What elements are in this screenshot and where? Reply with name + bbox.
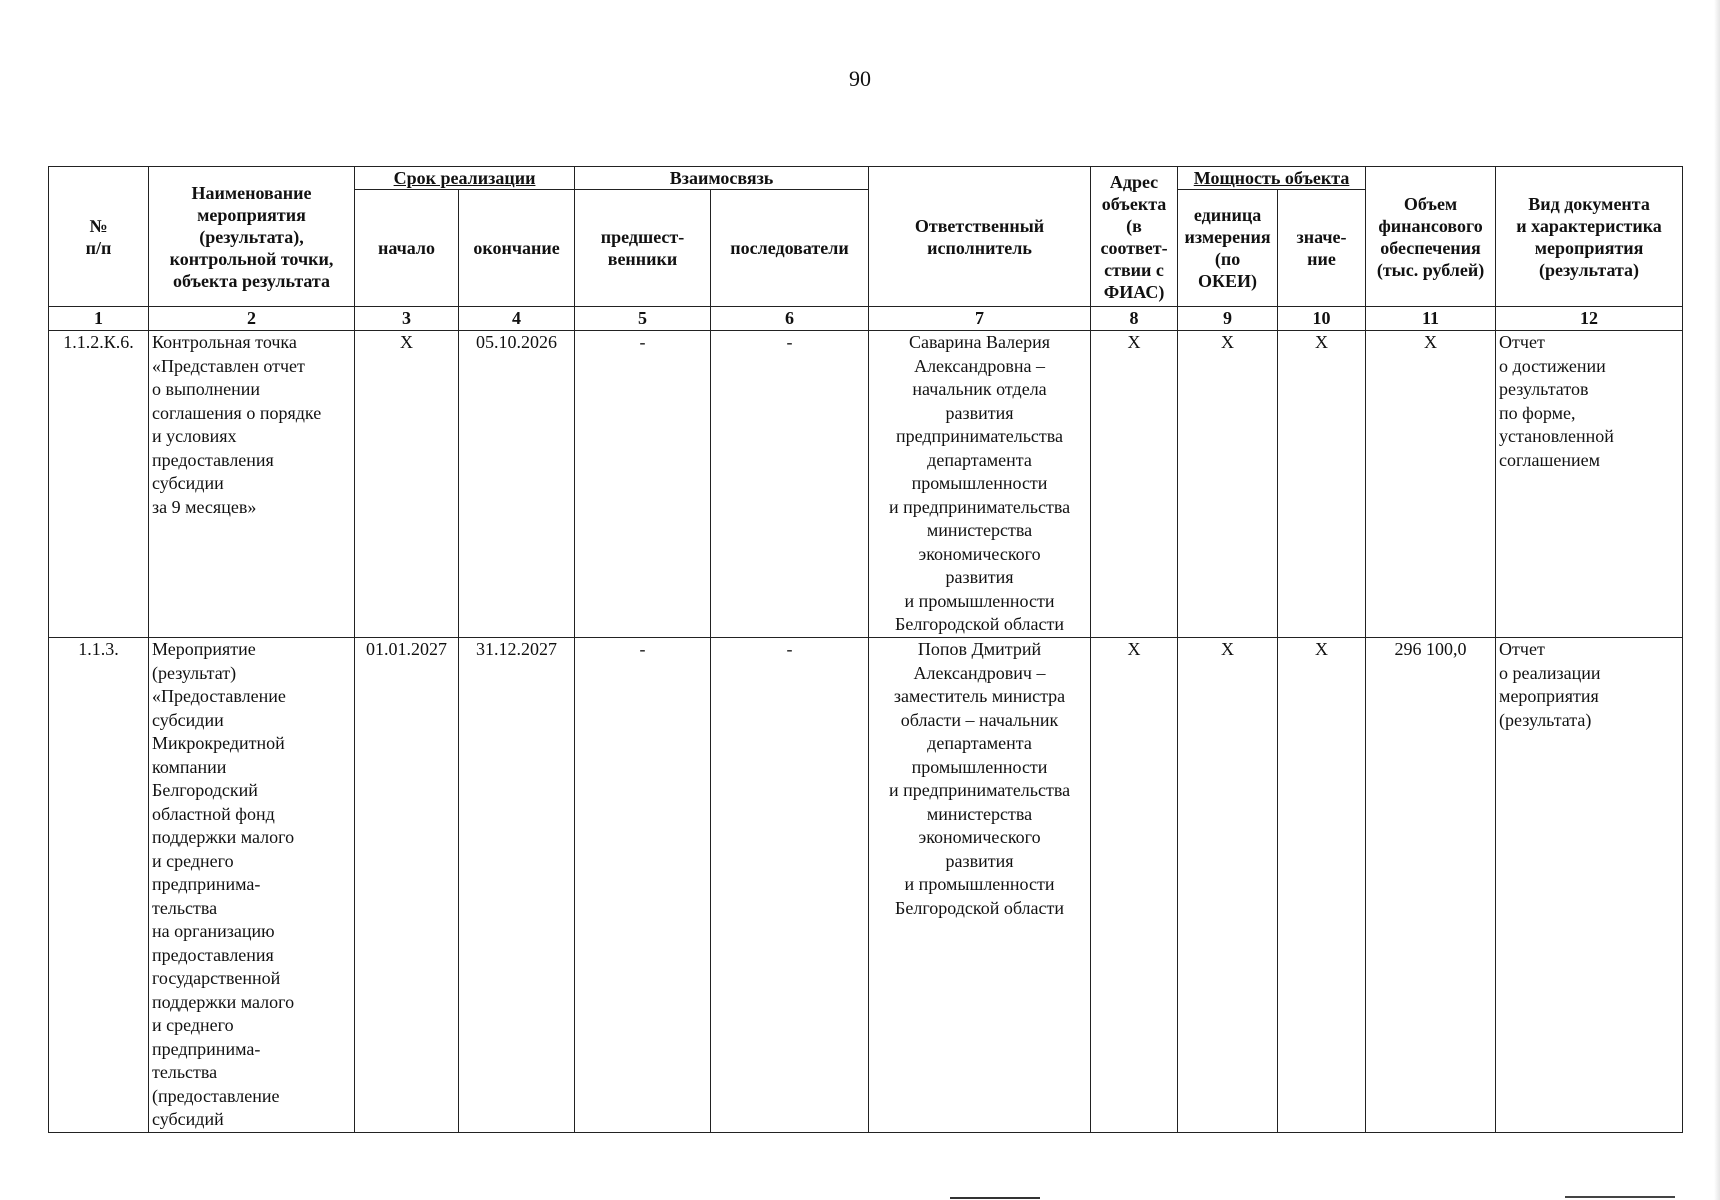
cell-doc: Отчет о достижении результатов по форме, установленной соглашением — [1496, 331, 1683, 638]
header-capacity-value: значе- ние — [1278, 190, 1366, 307]
cell-value: X — [1278, 638, 1366, 1133]
column-number: 3 — [355, 307, 459, 331]
cell-start: 01.01.2027 — [355, 638, 459, 1133]
header-link-pred: предшест- венники — [575, 190, 711, 307]
cell-address: X — [1091, 331, 1178, 638]
scan-artifact-line — [950, 1197, 1040, 1199]
header-no: № п/п — [49, 167, 149, 307]
cell-unit: X — [1178, 331, 1278, 638]
column-number: 4 — [459, 307, 575, 331]
cell-end: 05.10.2026 — [459, 331, 575, 638]
cell-address: X — [1091, 638, 1178, 1133]
cell-value: X — [1278, 331, 1366, 638]
header-capacity-group: Мощность объекта — [1178, 167, 1366, 190]
cell-name: Контрольная точка «Представлен отчет о выполнении соглашения о порядке и условиях предоставления субсидии за 9 месяцев» — [149, 331, 355, 638]
column-number: 5 — [575, 307, 711, 331]
header-term-start: начало — [355, 190, 459, 307]
cell-succ: - — [711, 638, 869, 1133]
header-responsible: Ответственный исполнитель — [869, 167, 1091, 307]
column-number: 1 — [49, 307, 149, 331]
header-doc-type: Вид документа и характеристика мероприятия (результата) — [1496, 167, 1683, 307]
column-number-row — [49, 307, 1683, 331]
cell-responsible: Попов Дмитрий Александрович – заместитель министра области – начальник департамента промышленности и предпринимательства министерства экономического развития и промышленности Белгородской области — [869, 638, 1091, 1133]
cell-end: 31.12.2027 — [459, 638, 575, 1133]
header-capacity-unit: единица измерения (по ОКЕИ) — [1178, 190, 1278, 307]
cell-pred: - — [575, 638, 711, 1133]
cell-finance: X — [1366, 331, 1496, 638]
scan-artifact-line — [1565, 1196, 1675, 1198]
column-number: 12 — [1496, 307, 1683, 331]
column-number: 6 — [711, 307, 869, 331]
page-number: 90 — [849, 66, 871, 91]
scan-edge-shadow — [1714, 0, 1720, 1200]
cell-no: 1.1.2.К.6. — [49, 331, 149, 638]
column-number: 8 — [1091, 307, 1178, 331]
header-link-succ: последователи — [711, 190, 869, 307]
column-number: 11 — [1366, 307, 1496, 331]
cell-finance: 296 100,0 — [1366, 638, 1496, 1133]
cell-doc: Отчет о реализации мероприятия (результата) — [1496, 638, 1683, 1133]
table-row — [49, 638, 1683, 1133]
plan-table-container — [48, 166, 1682, 1133]
cell-no: 1.1.3. — [49, 638, 149, 1133]
column-number: 9 — [1178, 307, 1278, 331]
table-row — [49, 331, 1683, 638]
cell-name: Мероприятие (результат) «Предоставление субсидии Микрокредитной компании Белгородский областной фонд поддержки малого и среднего предпринима- тельства на организацию предоставления государственной поддержки малого и среднего предпринима- тельства (предоставление субсидий — [149, 638, 355, 1133]
header-term-end: окончание — [459, 190, 575, 307]
column-number: 2 — [149, 307, 355, 331]
cell-unit: X — [1178, 638, 1278, 1133]
header-name: Наименование мероприятия (результата), контрольной точки, объекта результата — [149, 167, 355, 307]
header-finance: Объем финансового обеспечения (тыс. рублей) — [1366, 167, 1496, 307]
column-number: 10 — [1278, 307, 1366, 331]
header-address: Адрес объекта (в соответ- ствии с ФИАС) — [1091, 167, 1178, 307]
plan-table — [48, 166, 1683, 1133]
header-link-group: Взаимосвязь — [575, 167, 869, 190]
column-number: 7 — [869, 307, 1091, 331]
cell-succ: - — [711, 331, 869, 638]
cell-start: X — [355, 331, 459, 638]
header-term-group: Срок реализации — [355, 167, 575, 190]
header-row-1 — [49, 167, 1683, 190]
cell-pred: - — [575, 331, 711, 638]
cell-responsible: Саварина Валерия Александровна – начальник отдела развития предпринимательства департамента промышленности и предпринимательства министерства экономического развития и промышленности Белгородской области — [869, 331, 1091, 638]
